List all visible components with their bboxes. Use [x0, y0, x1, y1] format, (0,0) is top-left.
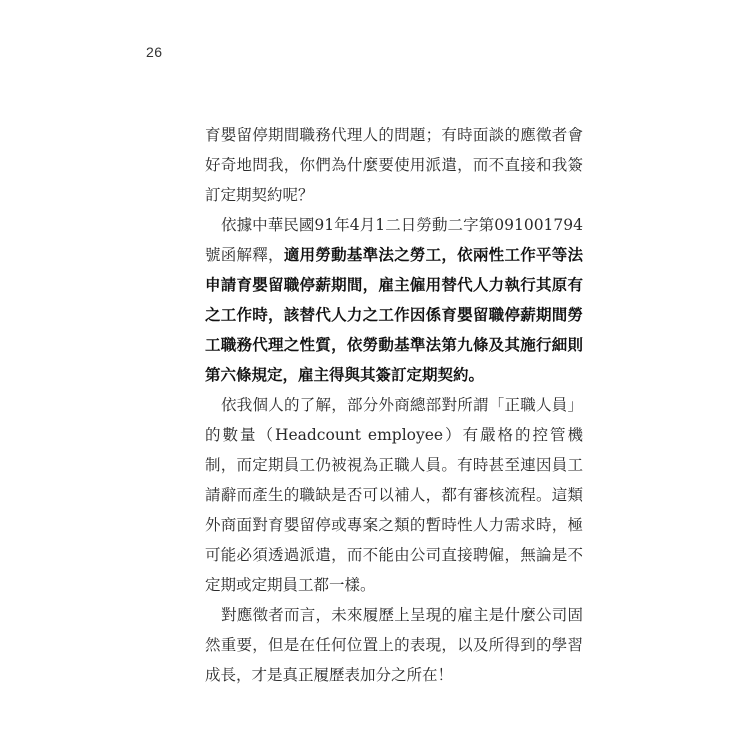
paragraph-2-bold-quote: 適用勞動基準法之勞工，依兩性工作平等法申請育嬰留職停薪期間，雇主僱用替代人力執行其原有之工作時，該替代人力之工作因係育嬰留職停薪期間勞工職務代理之性質，依勞動基準法第九條及其施行細則第六條規定，雇主得與其簽訂定期契約。 [205, 245, 583, 384]
body-text [205, 120, 583, 690]
paragraph-1: 育嬰留停期間職務代理人的問題；有時面談的應徵者會好奇地問我，你們為什麼要使用派遣，而不直接和我簽訂定期契約呢？ [205, 126, 583, 204]
paragraph-3: 依我個人的了解，部分外商總部對所謂「正職人員」的數量（Headcount employee）有嚴格的控管機制，而定期員工仍被視為正職人員。有時甚至連因員工請辭而產生的職缺是否可以補人，都有審核流程。這類外商面對育嬰留停或專案之類的暫時性人力需求時，極可能必須透過派遣，而不能由公司直接聘僱，無論是不定期或定期員工都一樣。 [205, 396, 583, 594]
paragraph-2-lead: 依據中華民國91年4月1二日勞動二字第091001794號函解釋， [205, 216, 583, 264]
paragraph-2 [205, 210, 583, 390]
page-number: 26 [146, 44, 163, 60]
paragraph-4: 對應徵者而言，未來履歷上呈現的雇主是什麼公司固然重要，但是在任何位置上的表現，以及所得到的學習成長，才是真正履歷表加分之所在！ [205, 606, 583, 684]
